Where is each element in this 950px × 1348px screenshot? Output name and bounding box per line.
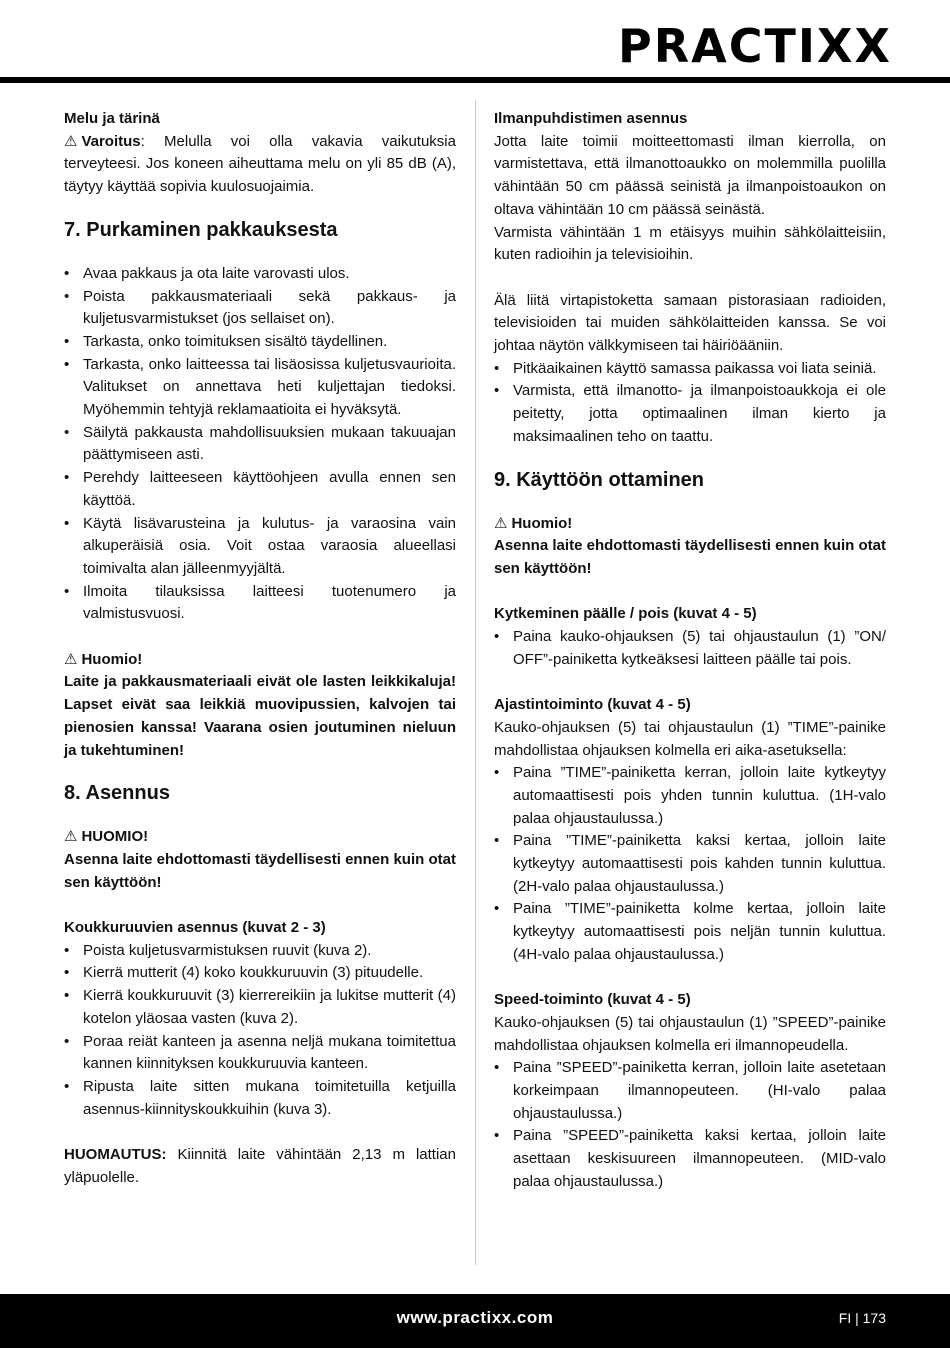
list-item: • Kierrä koukkuruuvit (3) kierrereikiin ja lukitse mutterit (4) kotelon yläosaa vasten (kuva 2).: [64, 985, 456, 1030]
ilma-paragraph-2: Varmista vähintään 1 m etäisyys muihin sähkölaitteisiin, kuten radioihin ja televisioihin.: [494, 223, 886, 264]
note-paragraph: [64, 1144, 456, 1189]
footer-bar: [0, 1294, 950, 1348]
ilma-paragraph-1: Jotta laite toimii moitteettomasti ilman kierrolla, on varmistettava, että ilmanottoaukko on molemmilla puolilla vähintään 50 cm päässä seinistä ja ilmanpoistoaukon on oltava vähintään 10 cm päässä seinästä.: [494, 132, 886, 218]
list-item: • Ripusta laite sitten mukana toimitetuilla ketjuilla asennus-kiinnityskoukkuihin (kuva 3).: [64, 1076, 456, 1121]
warning-label: Varoitus: [81, 132, 141, 150]
list-item: • Poraa reiät kanteen ja asenna neljä mukana toimitettua kannen kiinnityksen koukkuruuvia kanteen.: [64, 1031, 456, 1076]
kyt-list: [494, 626, 886, 671]
list-item: • Paina ”TIME”-painiketta kaksi kertaa, jolloin laite kytkeytyy automaattisesti pois kahden tunnin kuluttua. (2H-valo palaa ohjaustaulussa.): [494, 830, 886, 898]
speed-list: [494, 1057, 886, 1193]
warning-triangle-icon: ⚠: [494, 514, 508, 532]
ajastin-text: Kauko-ohjauksen (5) tai ohjaustaulun (1) ”TIME”-painike mahdollistaa ohjauksen kolmella eri aika-asetuksella:: [494, 718, 886, 759]
section-8-title: 8. Asennus: [64, 782, 170, 805]
list-item: • Paina ”SPEED”-painiketta kaksi kertaa, jolloin laite asettaan keskisuureen ilmannopeuteen. (MID-valo palaa ohjaustaulussa.): [494, 1125, 886, 1193]
huomio-3-text: Asenna laite ehdottomasti täydellisesti ennen kuin otat sen käyttöön!: [494, 537, 886, 577]
list-item: • Paina kauko-ohjauksen (5) tai ohjaustaulun (1) ”ON/ OFF”-painiketta kytkeäksesi laitteen päälle tai pois.: [494, 626, 886, 671]
ajastin-list: [494, 762, 886, 966]
page-number: FI | 173: [838, 1310, 886, 1326]
huomio-3-heading: [494, 513, 886, 536]
note-label: HUOMAUTUS:: [64, 1146, 167, 1164]
huomio-label: Huomio!: [81, 650, 143, 668]
unpacking-list: [64, 263, 456, 626]
list-item: • Paina ”SPEED”-painiketta kerran, jolloin laite asetetaan korkeimpaan ilmannopeuteen. (HI-valo palaa ohjaustaulussa.): [494, 1057, 886, 1125]
note-text: Kiinnitä laite vähintään 2,13 m lattian yläpuolelle.: [64, 1146, 456, 1186]
huomio-label: HUOMIO!: [81, 828, 149, 846]
kyt-heading: Kytkeminen päälle / pois (kuvat 4 - 5): [494, 605, 757, 623]
melu-paragraph: [64, 131, 456, 199]
list-item: • Tarkasta, onko laitteessa tai lisäosissa kuljetusvaurioita. Valitukset on annettava heti kuljettajan tiedoksi. Myöhemmin tehtyjä reklamaatioita ei hyväksytä.: [64, 354, 456, 422]
speed-heading: Speed-toiminto (kuvat 4 - 5): [494, 991, 691, 1009]
melu-heading: Melu ja tärinä: [64, 110, 160, 127]
warning-triangle-icon: ⚠: [64, 132, 78, 150]
right-column: [494, 108, 886, 1194]
left-column: [64, 108, 456, 1189]
huomio-2-heading: [64, 826, 456, 849]
list-item: • Pitkäaikainen käyttö samassa paikassa voi liata seiniä.: [494, 358, 886, 381]
warning-triangle-icon: ⚠: [64, 828, 78, 846]
melu-text: : Melulla voi olla vakavia vaikutuksia terveyteesi. Jos koneen aiheuttama melu on yli 85 dB (A), täytyy käyttää sopivia kuulosuojaimia.: [64, 132, 456, 196]
section-7-title: 7. Purkaminen pakkauksesta: [64, 218, 338, 241]
huomio-1-heading: [64, 649, 456, 672]
column-divider: [475, 100, 476, 1265]
huomio-label: Huomio!: [511, 514, 573, 532]
list-item: • Varmista, että ilmanotto- ja ilmanpoistoaukkoja ei ole peitetty, jotta optimaalinen ilman kierto ja maksimaalinen teho on taattu.: [494, 380, 886, 448]
list-item: • Ilmoita tilauksissa laitteesi tuotenumero ja valmistusvuosi.: [64, 581, 456, 626]
list-item: • Säilytä pakkausta mahdollisuuksien mukaan takuuajan päättymiseen asti.: [64, 422, 456, 467]
section-9-title: 9. Käyttöön ottaminen: [494, 468, 705, 491]
ajastin-heading: Ajastintoiminto (kuvat 4 - 5): [494, 696, 691, 714]
huomio-1-text: Laite ja pakkausmateriaali eivät ole lasten leikkikaluja! Lapset eivät saa leikkiä muovipussien, kalvojen tai pienosien kanssa! Vaarana osien joutuminen nieluun ja tukehtuminen!: [64, 673, 456, 759]
ilma-heading: Ilmanpuhdistimen asennus: [494, 110, 688, 127]
list-item: • Kierrä mutterit (4) koko koukkuruuvin (3) pituudelle.: [64, 962, 456, 985]
list-item: • Paina ”TIME”-painiketta kolme kertaa, jolloin laite kytkeytyy automaattisesti pois neljän tunnin kuluttua. (4H-valo palaa ohjaustaulussa.): [494, 898, 886, 966]
list-item: • Paina ”TIME”-painiketta kerran, jolloin laite kytkeytyy automaattisesti pois yhden tunnin kuluttua. (1H-valo palaa ohjaustaulussa.): [494, 762, 886, 830]
header-rule: [0, 77, 950, 83]
list-item: • Tarkasta, onko toimituksen sisältö täydellinen.: [64, 331, 456, 354]
ilma-list: [494, 358, 886, 449]
koukku-heading: Koukkuruuvien asennus (kuvat 2 - 3): [64, 919, 326, 937]
list-item: • Avaa pakkaus ja ota laite varovasti ulos.: [64, 263, 456, 286]
list-item: • Käytä lisävarusteina ja kulutus- ja varaosina vain alkuperäisiä osia. Voit ostaa varaosia alueellasi toimivalta alan jälleenmyyjältä.: [64, 513, 456, 581]
speed-text: Kauko-ohjauksen (5) tai ohjaustaulun (1) ”SPEED”-painike mahdollistaa ohjauksen kolmella eri ilmannopeudella.: [494, 1013, 886, 1054]
brand-logo: PRACTIXX: [618, 19, 892, 73]
list-item: • Perehdy laitteeseen käyttöohjeen avulla ennen sen käyttöä.: [64, 467, 456, 512]
warning-triangle-icon: ⚠: [64, 650, 78, 668]
ilma-paragraph-3: Älä liitä virtapistoketta samaan pistorasiaan radioiden, televisioiden tai muiden sähkölaitteiden kanssa. Se voi johtaa näytön välkkymiseen tai häiriöääniin.: [494, 291, 886, 355]
huomio-2-text: Asenna laite ehdottomasti täydellisesti ennen kuin otat sen käyttöön!: [64, 850, 456, 891]
hook-list: [64, 940, 456, 1122]
list-item: • Poista kuljetusvarmistuksen ruuvit (kuva 2).: [64, 940, 456, 963]
list-item: • Poista pakkausmateriaali sekä pakkaus- ja kuljetusvarmistukset (jos sellaiset on).: [64, 286, 456, 331]
website-link[interactable]: www.practixx.com: [396, 1308, 554, 1327]
